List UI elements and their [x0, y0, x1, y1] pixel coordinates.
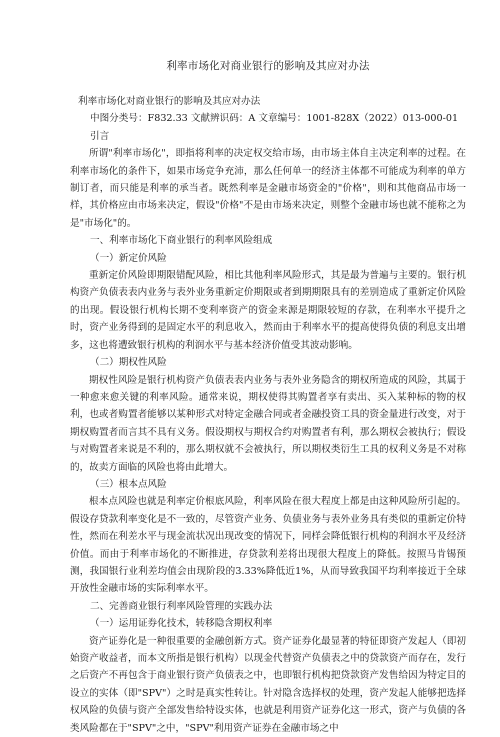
paragraph: 资产证券化是一种很重要的金融创新方式。资产证券化最显著的特征即资产发起人（即初始资产收益者，而本文所指是银行机构）以现金代替资产负债表之中的贷款资产而存在，发行之后资产不再包含于商业银行资产负债表之中，也即银行机构把贷款资产发售给因为特定目的设立的实体（即"SPV"）之时是真实性转让。针对隐含选择权的处理，资产发起人能够把选择权风险的负债与资产全部发售给特设实体，也就是利用资产证券化这一形式，资产与负债的各类风险都在于"SPV"之中，"SPV"利用资产证券在金融市场之中 — [70, 635, 466, 734]
document-title: 利率市场化对商业银行的影响及其应对办法 — [166, 60, 370, 72]
paragraph: 根本点风险也就是利率定价根底风险，利率风险在很大程度上都是由这种风险所引起的。假设存贷款利率变化是不一致的，尽管资产业务、负债业务与表外业务具有类似的重新定价特性，然而在利差水平与现金流状况出现改变的情况下，同样会降低银行机构的利润水平及经济价值。而由于利率市场化的不断推进，存贷款利差将出现很大程度上的降低。按照马肯锡预测，我国银行业利差均值会由现阶段的3.33%降低近1%，从而导致我国平均利率接近于全球开放性金融市场的实际利率水平。 — [70, 496, 466, 595]
paragraph: 重新定价风险即期限错配风险，相比其他利率风险形式，其是最为普遍与主要的。银行机构资产负债表表内业务与表外业务重新定价期限或者到期期限具有的差别造成了重新定价风险的出现。假设银行机构长期不变利率资产的资金来源是期限较短的存款，在利率水平提升之时，资产业务得到的是固定水平的利息收入，然而由于利率水平的提高使得负债的利息支出增多，这也将遭致银行机构的利润水平与基本经济价值受其波动影响。 — [70, 270, 466, 351]
classification-line: 中图分类号：F832.33 文献辨识码：A 文章编号：1001-828X（2022）013-000-01 — [90, 113, 459, 125]
subsection-heading: （一）运用证券化技术，转移隐含期权利率 — [90, 618, 273, 630]
document-subtitle: 利率市场化对商业银行的影响及其应对办法 — [78, 96, 261, 107]
paragraph: 期权性风险是银行机构资产负债表表内业务与表外业务隐含的期权所造成的风险，其属于一种愈来愈关键的利率风险。通常来说，期权使得其购置者享有卖出、买入某种标的物的权利，也或者购置者能够以某种形式对特定金融合同或者金融投资工具的资金量进行改变，对于期权购置者而言其不具有义务。假设期权与期权合约对购置者有利，那么期权会被执行；假设与对购置者来说是不利的，那么期权就不会被执行，所以期权类衍生工具的权利义务是不对称的，故卖方面临的风险也将由此增大。 — [70, 374, 466, 473]
intro-paragraph: 所谓"利率市场化"，即指将利率的决定权交给市场，由市场主体自主决定利率的过程。在利率市场化的条件下，如果市场竞争充沛，那么任何单一的经济主体都不可能成为利率的单方制订者，而只能是利率的承当者。既然利率是金融市场资金的"价格"，则和其他商品市场一样，其价格应由市场来决定，假设"价格"不是由市场来决定，则整个金融市场也就不能称之为是"市场化"的。 — [70, 148, 466, 229]
subsection-heading: （二）期权性风险 — [90, 357, 167, 369]
intro-heading: 引言 — [90, 130, 110, 142]
subsection-heading: （一）新定价风险 — [90, 252, 167, 264]
section-heading: 二、完善商业银行利率风险管理的实践办法 — [90, 600, 273, 612]
section-heading: 一、利率市场化下商业银行的利率风险组成 — [90, 235, 273, 247]
subsection-heading: （三）根本点风险 — [90, 478, 167, 490]
